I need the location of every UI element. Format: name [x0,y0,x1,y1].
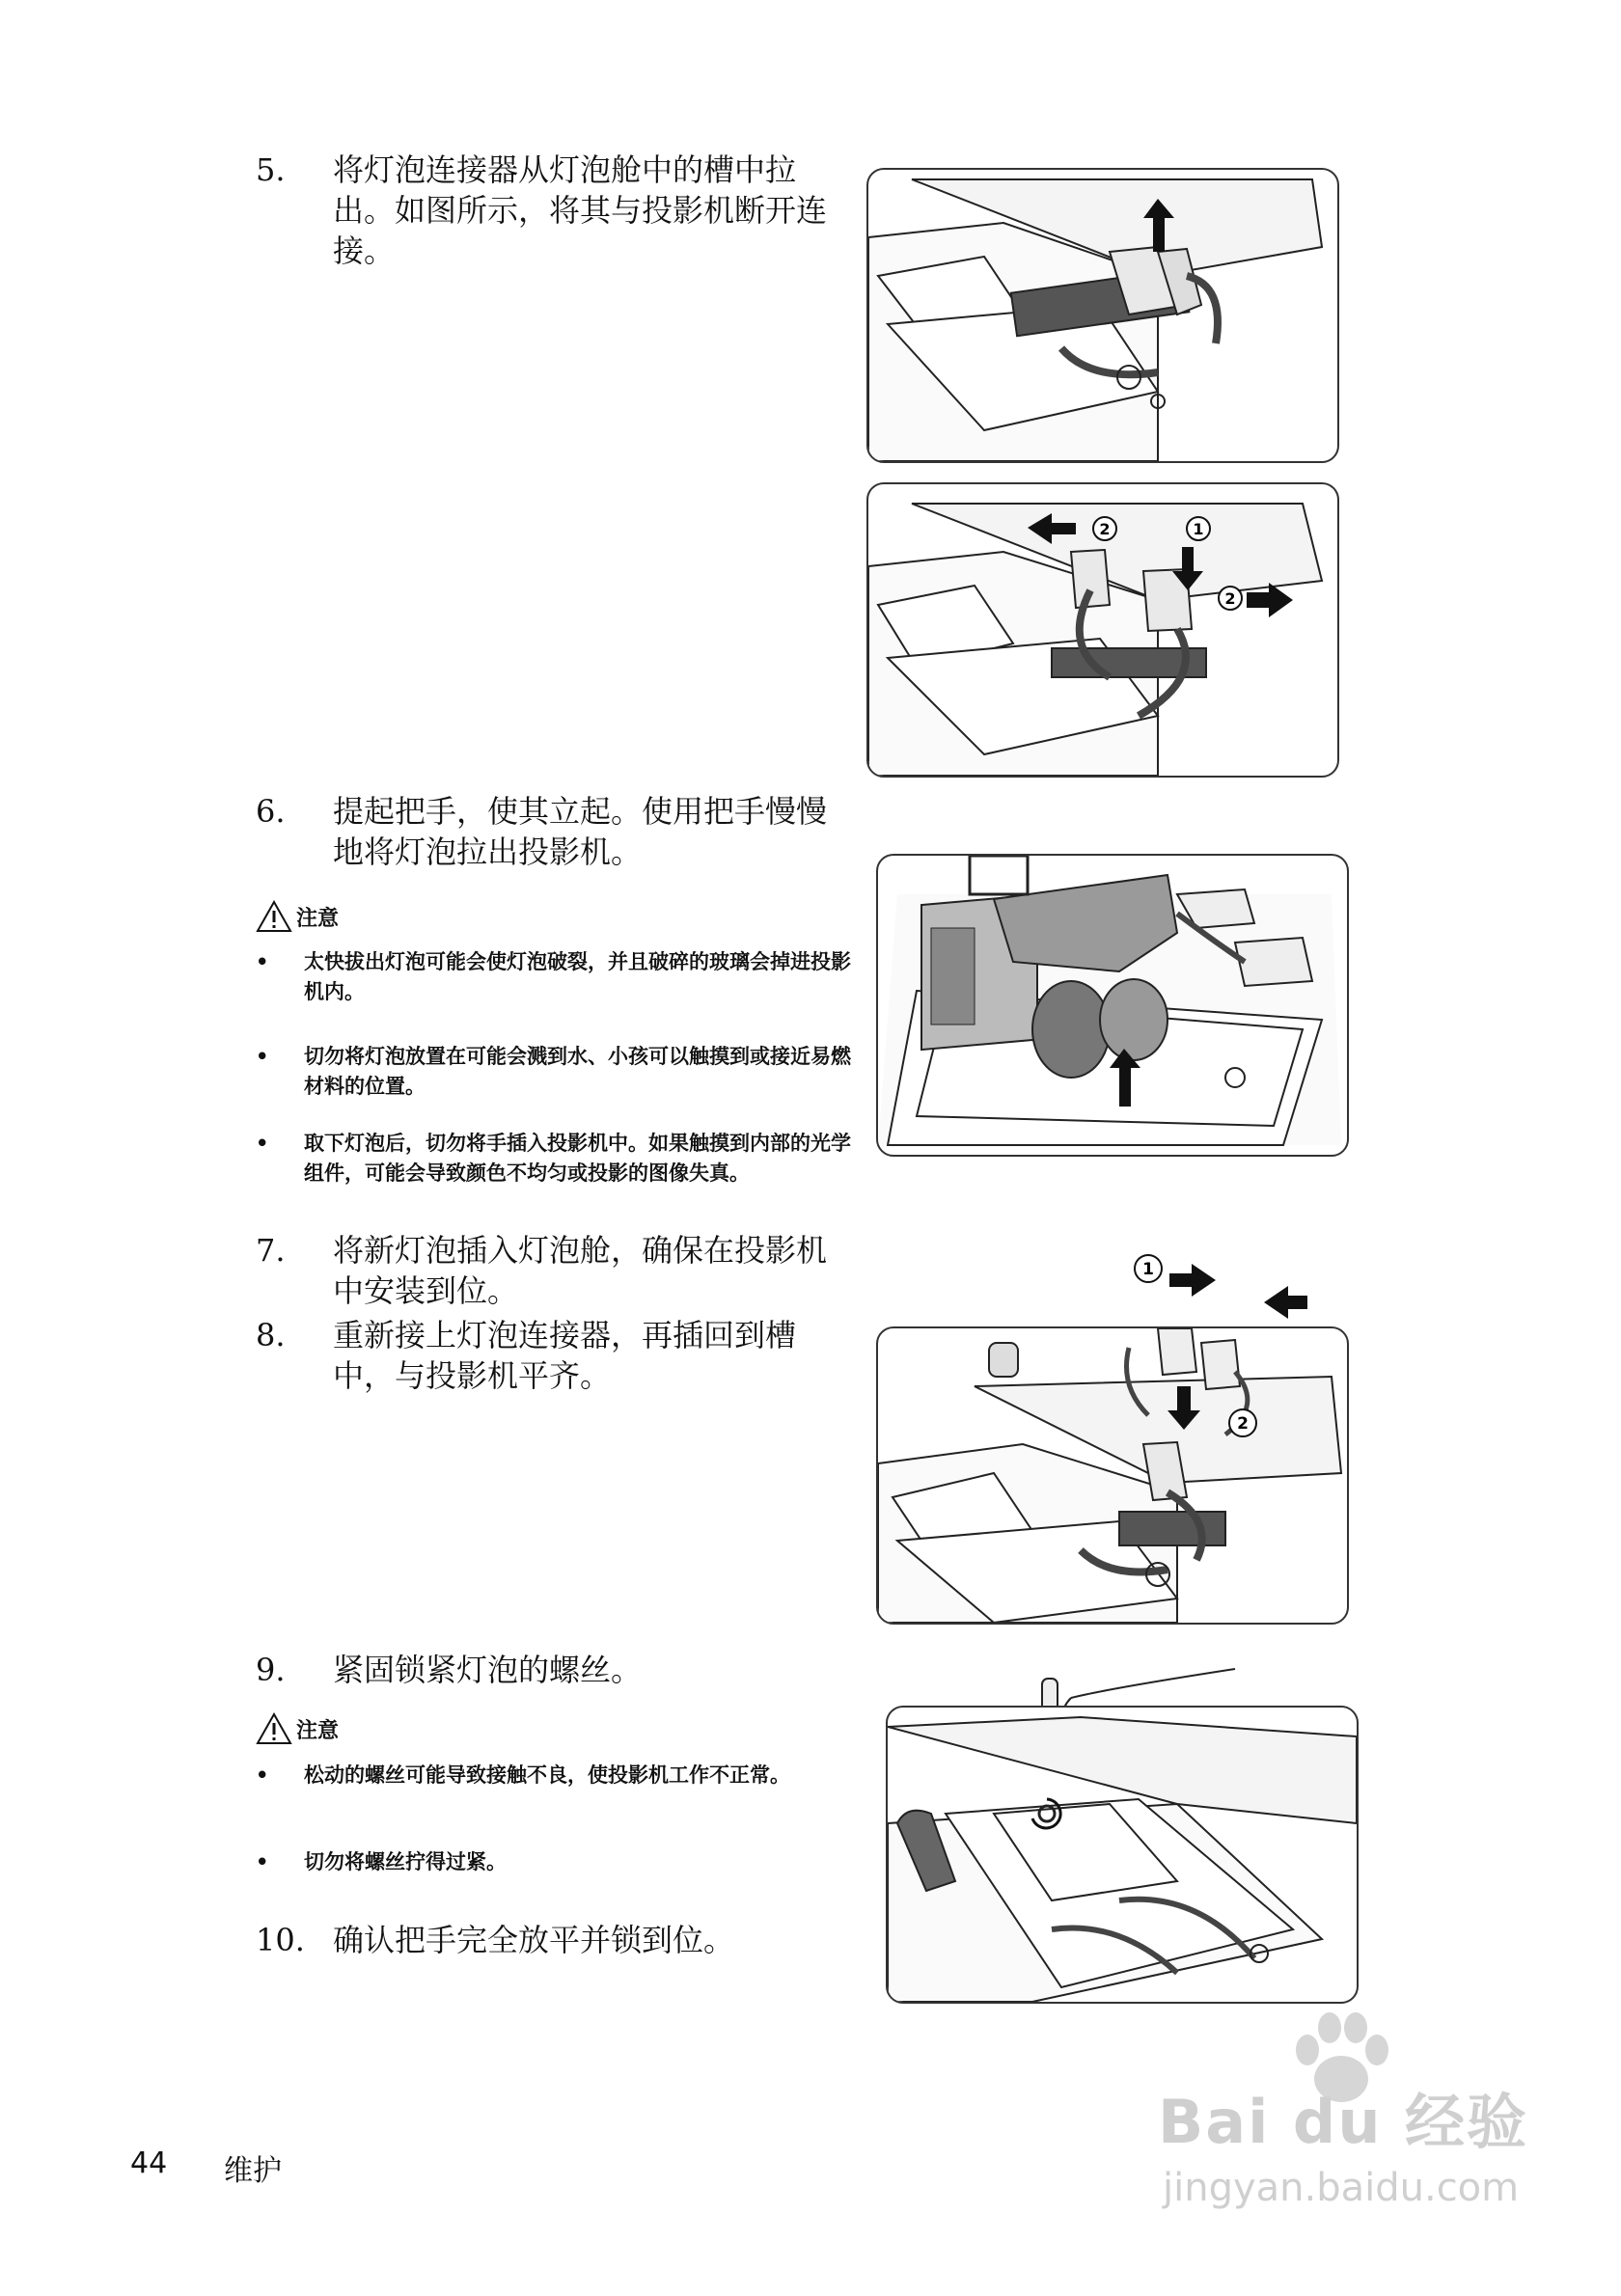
caution-heading [256,1708,339,1750]
warning-triangle-icon [256,900,292,933]
step-number: 8. [256,1317,286,1353]
step-number: 7. [256,1232,286,1269]
caution-label: 注意 [296,1718,340,1743]
caution-heading [256,895,339,938]
step-text: 确认把手完全放平并锁到位。 [333,1922,735,1958]
caution-text: 松动的螺丝可能导致接触不良，使投影机工作不正常。 [304,1763,790,1787]
warning-triangle-icon [256,1712,292,1745]
figure-connector-reinsert [876,1326,1349,1625]
bullet-dot: • [256,1763,269,1787]
step-text: 重新接上灯泡连接器，再插回到槽中，与投影机平齐。 [333,1317,797,1394]
figure-connector-lift [866,168,1339,463]
step-text: 将新灯泡插入灯泡舱，确保在投影机中安装到位。 [333,1232,828,1309]
baidu-jingyan-logo-text: Bai du 经验 [1158,2087,1529,2157]
bullet-dot: • [256,950,269,973]
bullet-dot: • [256,1850,269,1873]
step-number: 5. [256,151,286,188]
watermark-url: jingyan.baidu.com [1163,2166,1520,2210]
step-number: 6. [256,793,286,830]
step-number: 10. [256,1922,305,1958]
caution-text: 太快拔出灯泡可能会使灯泡破裂，并且破碎的玻璃会掉进投影机内。 [304,950,851,1003]
figure-label-two: 2 [1224,589,1236,608]
caution-text: 切勿将螺丝拧得过紧。 [304,1850,507,1873]
figure-label-two: 2 [1237,1414,1249,1434]
step-text: 紧固锁紧灯泡的螺丝。 [333,1652,643,1688]
figure-label-one: 1 [1142,1260,1154,1279]
bullet-dot: • [256,1045,269,1068]
figure-label-two: 2 [1099,520,1111,538]
figure-lamp-removal [876,854,1349,1157]
caution-text: 切勿将灯泡放置在可能会溅到水、小孩可以触摸到或接近易燃材料的位置。 [304,1045,851,1098]
figure-connector-release [866,482,1339,778]
page-number: 44 [130,2146,168,2180]
step-text: 提起把手，使其立起。使用把手慢慢地将灯泡拉出投影机。 [333,793,828,870]
step-number: 9. [256,1652,286,1688]
figure-screw-tighten [886,1706,1359,2004]
caution-label: 注意 [296,906,340,931]
step-text: 将灯泡连接器从灯泡舱中的槽中拉出。如图所示，将其与投影机断开连接。 [333,151,828,269]
bullet-dot: • [256,1132,269,1155]
caution-text: 取下灯泡后，切勿将手插入投影机中。如果触摸到内部的光学组件，可能会导致颜色不均匀或投影的图像失真。 [304,1132,851,1185]
section-title: 维护 [224,2154,282,2188]
figure-label-one: 1 [1193,520,1204,538]
